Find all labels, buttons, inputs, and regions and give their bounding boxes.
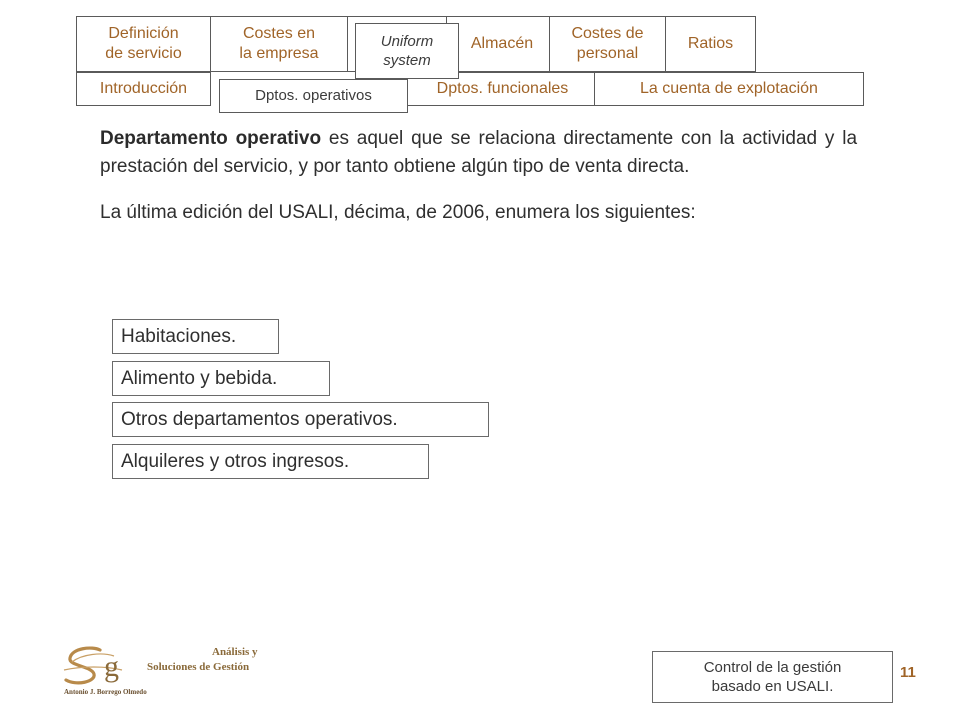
footer-title: Control de la gestión basado en USALI. (652, 651, 893, 703)
tab-costes-personal[interactable] (549, 16, 666, 72)
tab-costes-empresa[interactable] (210, 16, 348, 72)
tab-label: Ratios (687, 35, 734, 52)
logo-author: Antonio J. Borrego Olmedo (64, 688, 147, 696)
company-logo (62, 640, 312, 702)
list-item: Habitaciones. (112, 319, 279, 354)
tab-ratios[interactable] (665, 16, 756, 72)
tab-label: La cuenta de explotación (640, 80, 818, 97)
usali-sentence: La última edición del USALI, décima, de 2006, enumera los siguientes: (100, 202, 696, 223)
tab-uniform-system[interactable] (355, 23, 459, 79)
page-number: 11 (900, 664, 916, 681)
tab-label: Introducción (99, 80, 188, 97)
list-item: Alimento y bebida. (112, 361, 330, 396)
tab-almacen[interactable] (446, 16, 550, 72)
list-item: Otros departamentos operativos. (112, 402, 489, 437)
definition-text: es aquel que se relaciona directamente con la actividad y la prestación del servicio, y por tanto obtiene algún tipo de venta directa. (100, 128, 858, 177)
tab-dptos-operativos[interactable] (219, 79, 408, 113)
tab-label: Definición de servicio (105, 25, 182, 62)
tab-label: Costes en la empresa (239, 25, 319, 62)
tab-label: Costes de personal (571, 25, 644, 62)
sg-logo-mark (62, 640, 152, 688)
definition-paragraph (100, 125, 857, 181)
tab-introduccion[interactable] (76, 72, 211, 106)
definition-term: Departamento operativo (100, 128, 322, 149)
logo-text-line1: Análisis y (212, 646, 258, 658)
main-content (100, 125, 857, 227)
tab-label: Dptos. funcionales (436, 80, 569, 97)
tab-label: Dptos. operativos (255, 87, 372, 104)
list-item: Alquileres y otros ingresos. (112, 444, 429, 479)
tab-cuenta-explotacion[interactable] (594, 72, 864, 106)
logo-initial-g: g (104, 650, 119, 683)
logo-text-line2: Soluciones de Gestión (147, 661, 250, 673)
tab-label: Almacén (470, 35, 534, 52)
tab-definicion-servicio[interactable] (76, 16, 211, 72)
tab-label: Uniform system (380, 33, 434, 69)
